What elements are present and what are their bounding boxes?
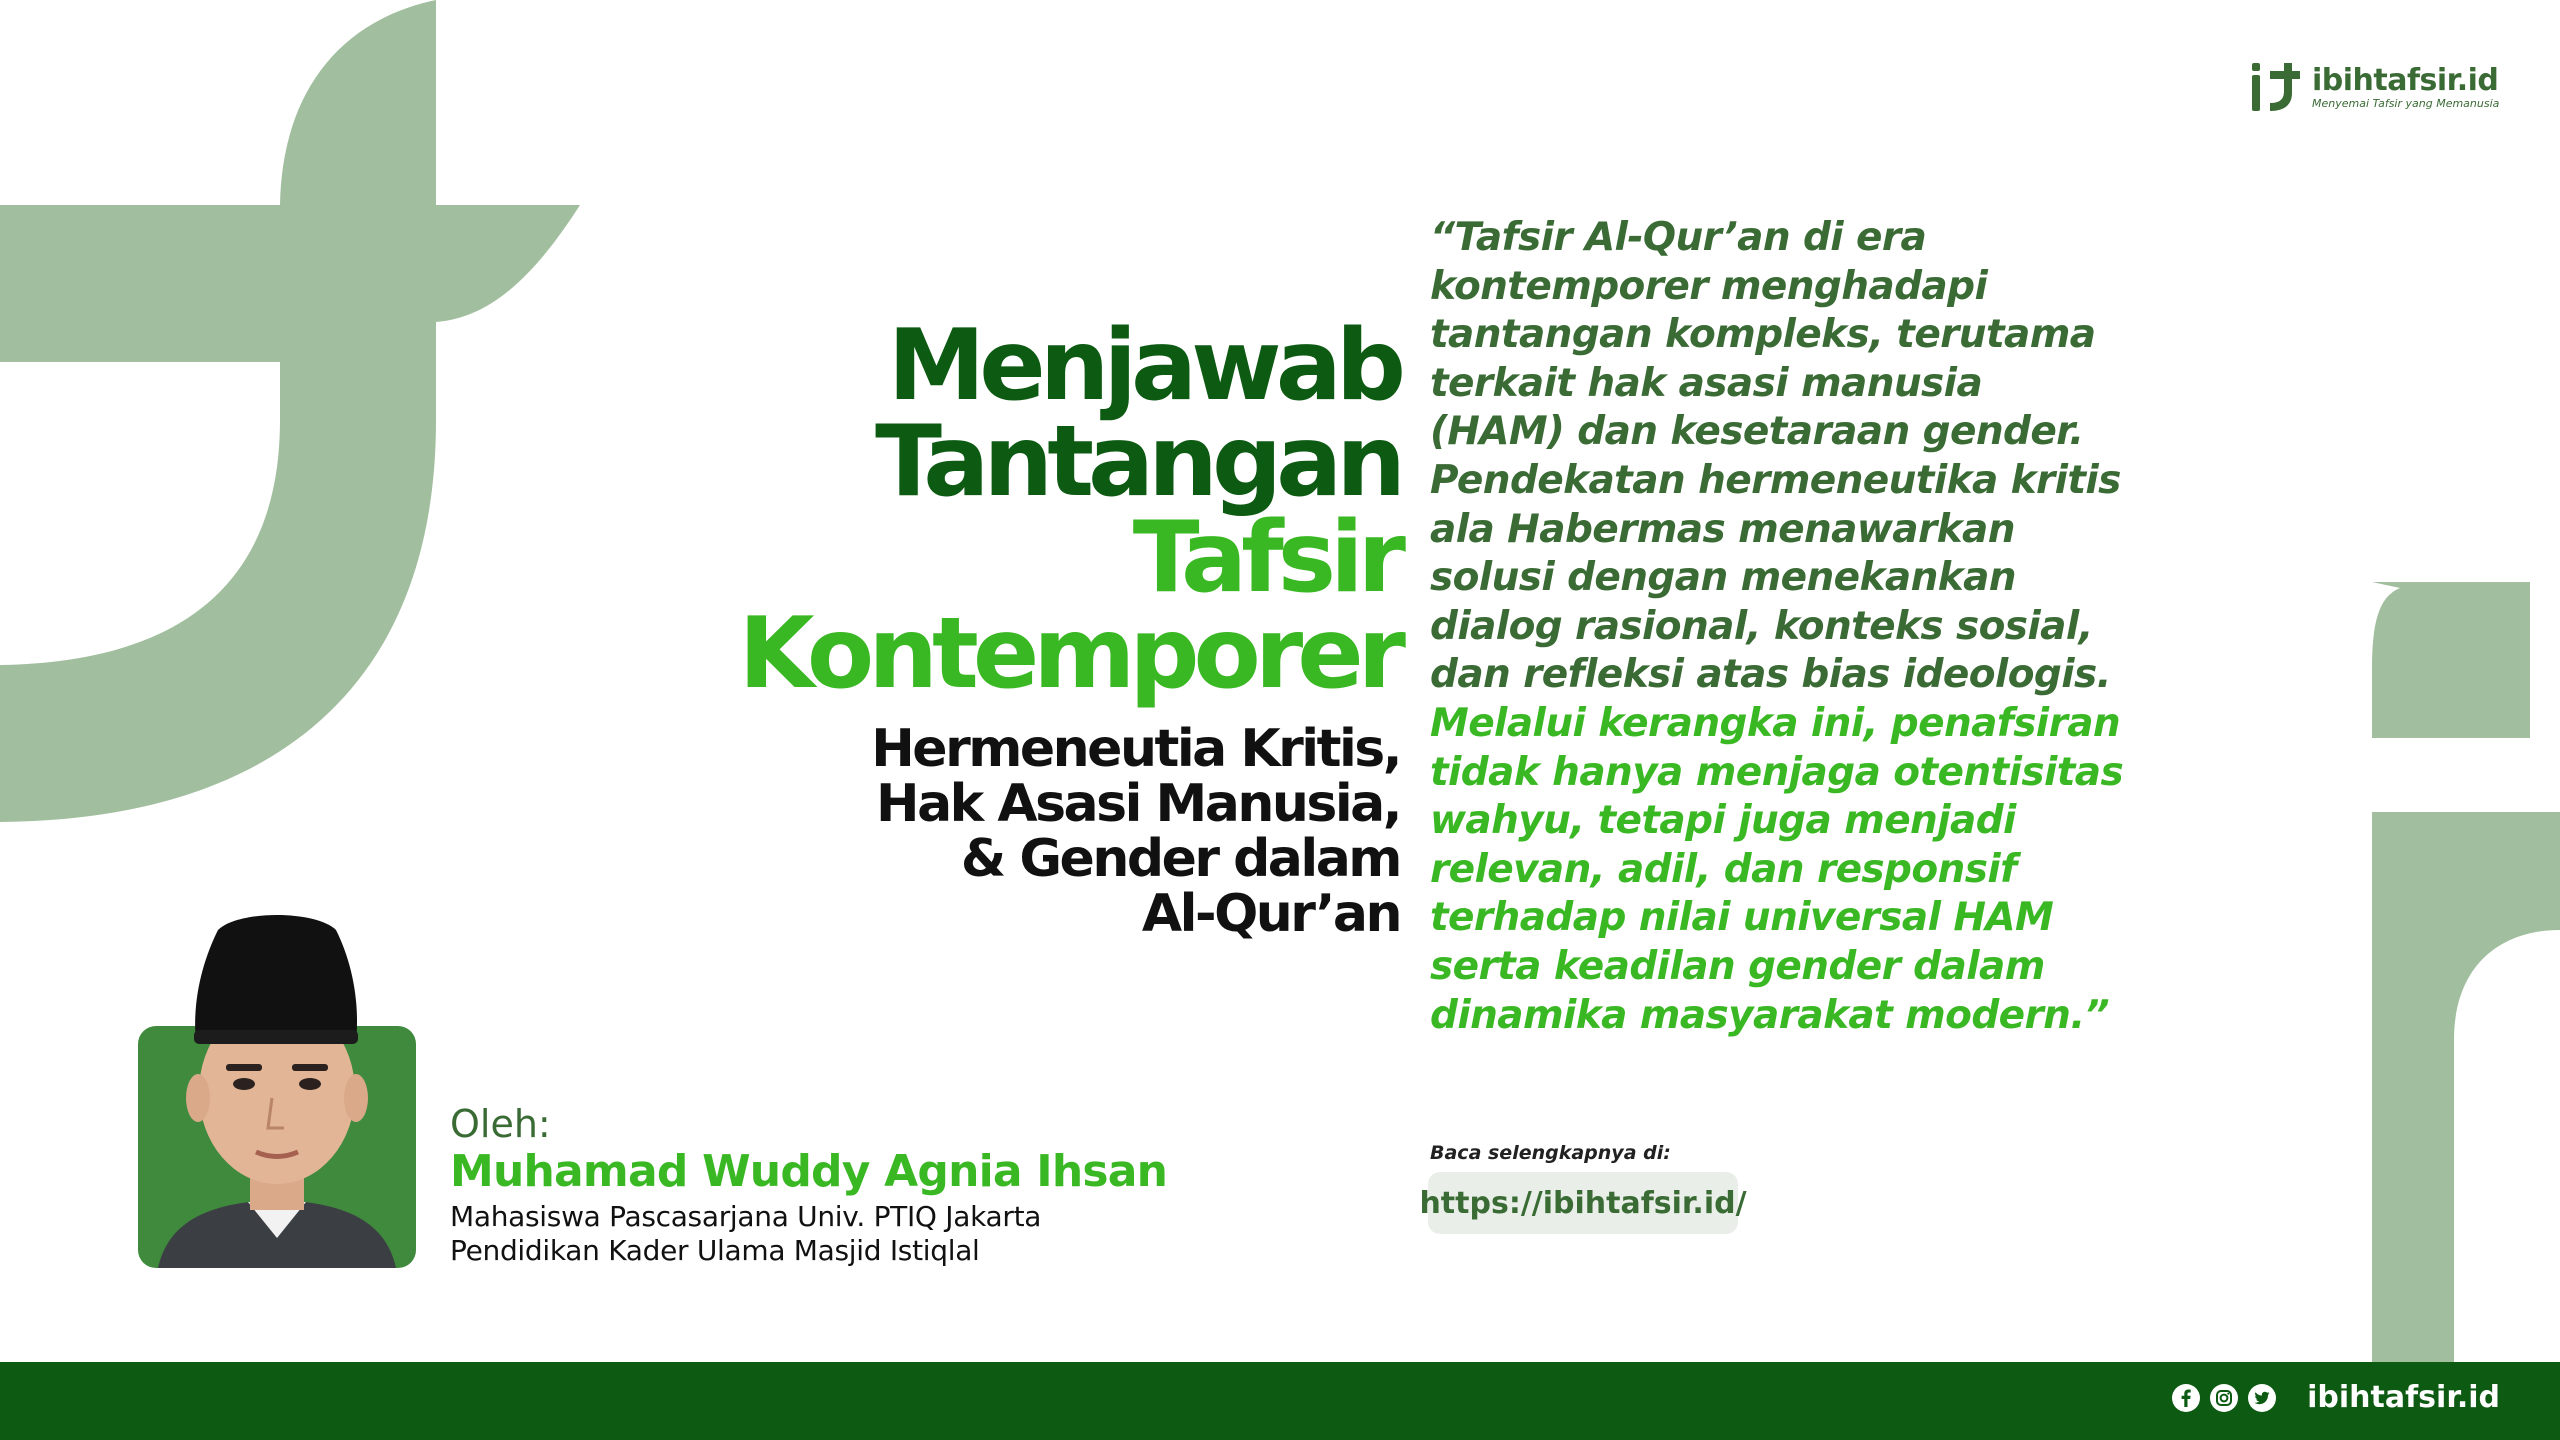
quote-line-highlight: wahyu, tetapi juga menjadi — [1430, 798, 2016, 844]
logo-mark-icon — [2250, 61, 2302, 115]
quote-line-highlight: terhadap nilai universal HAM — [1430, 895, 2054, 941]
quote-line-highlight: serta keadilan gender dalam — [1430, 943, 2045, 989]
page-title — [738, 309, 1400, 711]
quote-line-highlight: Melalui kerangka ini, penafsiran — [1430, 700, 2121, 746]
right-leaf-mark — [2372, 582, 2530, 738]
title-line-4: Kontemporer — [738, 597, 1400, 711]
quote-line: dialog rasional, konteks sosial, — [1430, 603, 2093, 649]
author-by-label: Oleh: — [450, 1102, 551, 1146]
subtitle-line-1: Hermeneutia Kritis, — [871, 719, 1400, 779]
author-affiliation-1: Mahasiswa Pascasarjana Univ. PTIQ Jakarta — [450, 1200, 1042, 1233]
facebook-icon[interactable] — [2171, 1383, 2201, 1413]
footer-bar — [0, 1362, 2560, 1440]
title-line-2: Tantangan — [875, 405, 1400, 519]
brand-logo[interactable] — [2250, 60, 2499, 116]
footer-handle[interactable]: ibihtafsir.id — [2307, 1380, 2500, 1415]
quote-line: dan refleksi atas bias ideologis. — [1430, 652, 2111, 698]
right-bar-mark — [2372, 812, 2560, 1362]
logo-name: ibihtafsir.id — [2312, 63, 2499, 98]
quote-line: terkait hak asasi manusia — [1430, 360, 1983, 406]
quote-line: (HAM) dan kesetaraan gender. — [1430, 409, 2084, 455]
quote-line-highlight: dinamika masyarakat modern.” — [1430, 992, 2110, 1038]
author-photo — [138, 902, 416, 1268]
quote-line: “Tafsir Al-Qur’an di era — [1430, 215, 1927, 260]
quote-line: ala Habermas menawarkan — [1430, 506, 2015, 552]
author-affiliation-2: Pendidikan Kader Ulama Masjid Istiqlal — [450, 1234, 980, 1267]
left-t-mark — [0, 0, 580, 822]
quote-line: solusi dengan menekankan — [1430, 555, 2016, 601]
quote-line-highlight: tidak hanya menjaga otentisitas — [1430, 749, 2124, 795]
logo-tagline: Menyemai Tafsir yang Memanusia — [2312, 97, 2500, 110]
quote-line: Pendekatan hermeneutika kritis — [1430, 457, 2121, 503]
quote-block — [1430, 214, 2130, 1040]
subtitle-line-3: & Gender dalam — [960, 829, 1400, 889]
quote-line: tantangan kompleks, terutama — [1430, 312, 2096, 358]
quote-line-highlight: relevan, adil, dan responsif — [1430, 846, 2017, 892]
subtitle-line-4: Al-Qur’an — [1141, 884, 1400, 944]
title-line-1: Menjawab — [887, 309, 1400, 423]
author-name: Muhamad Wuddy Agnia Ihsan — [450, 1146, 1168, 1197]
instagram-icon[interactable] — [2209, 1383, 2239, 1413]
title-line-3: Tafsir — [1132, 501, 1400, 615]
read-more-label: Baca selengkapnya di: — [1430, 1142, 1671, 1164]
page-subtitle — [871, 719, 1400, 944]
subtitle-line-2: Hak Asasi Manusia, — [876, 774, 1400, 834]
quote-line: kontemporer menghadapi — [1430, 263, 1988, 309]
read-more-link[interactable]: https://ibihtafsir.id/ — [1428, 1172, 1738, 1234]
twitter-icon[interactable] — [2247, 1383, 2277, 1413]
social-links — [2171, 1380, 2500, 1415]
